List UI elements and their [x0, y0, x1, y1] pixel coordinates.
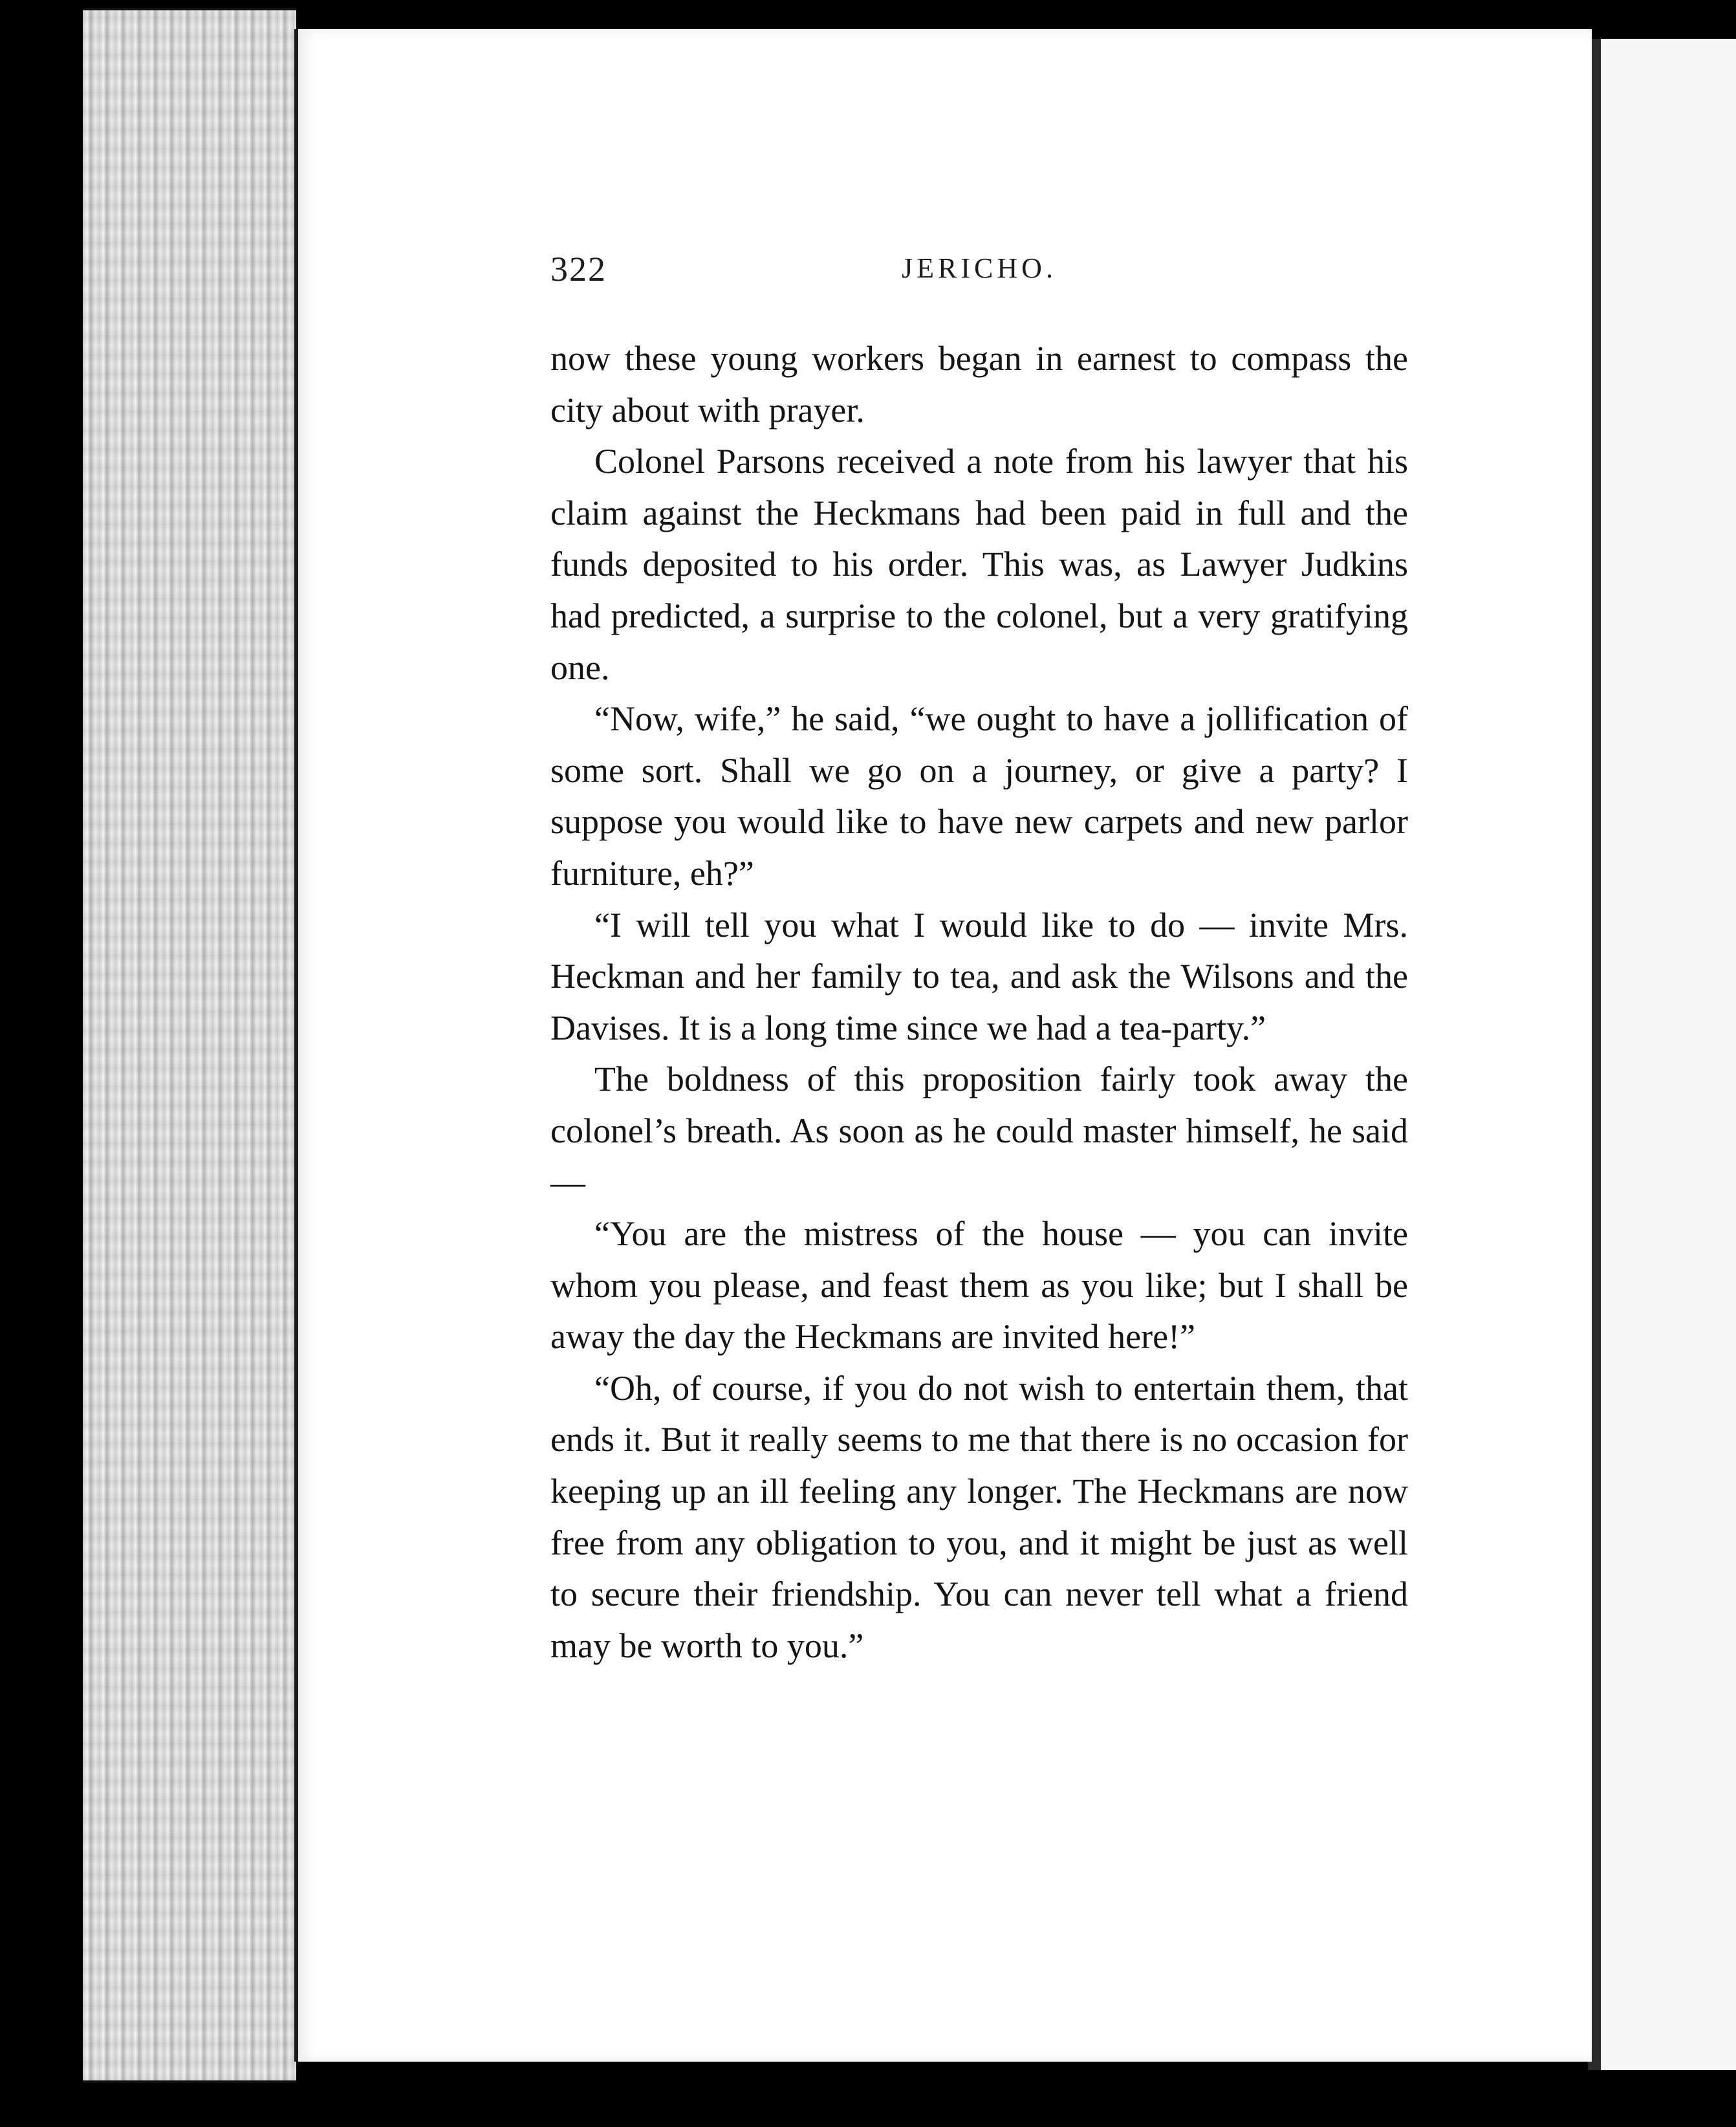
body-text	[550, 333, 1408, 1672]
running-head: JERICHO.	[902, 252, 1057, 284]
paragraph: “I will tell you what I would like to do — invite Mrs. Heckman and her family to tea, and ask the Wilsons and the Davises. It is a long time since we had a tea-party.”	[550, 905, 1408, 1047]
paragraph: The boldness of this proposition fairly took away the colonel’s breath. As soon as he could master himself, he said —	[550, 1060, 1408, 1202]
facing-page	[1601, 39, 1736, 2070]
page-edges	[83, 8, 296, 2083]
paragraph: Colonel Parsons received a note from his lawyer that his claim against the Heckmans had been paid in full and the funds deposited to his order. This was, as Lawyer Judkins had predicted, a surprise to the colonel, but a very gratifying one.	[550, 442, 1408, 687]
paragraph: now these young workers began in earnest to compass the city about with prayer.	[550, 339, 1408, 430]
book-page	[294, 29, 1592, 2062]
page-header	[550, 249, 1408, 314]
page-number: 322	[550, 250, 607, 289]
paragraph: “Oh, of course, if you do not wish to entertain them, that ends it. But it really seems to me that there is no occasion for keeping up an ill feeling any longer. The Heckmans are now free from any obligation to you, and it might be just as well to secure their friendship. You can never tell what a friend may be worth to you.”	[550, 1368, 1408, 1665]
paragraph: “Now, wife,” he said, “we ought to have a jollification of some sort. Shall we go on a journey, or give a party? I suppose you would like to have new carpets and new parlor furniture, eh?”	[550, 699, 1408, 893]
paragraph: “You are the mistress of the house — you can invite whom you please, and feast them as you like; but I shall be away the day the Heckmans are invited here!”	[550, 1214, 1408, 1357]
